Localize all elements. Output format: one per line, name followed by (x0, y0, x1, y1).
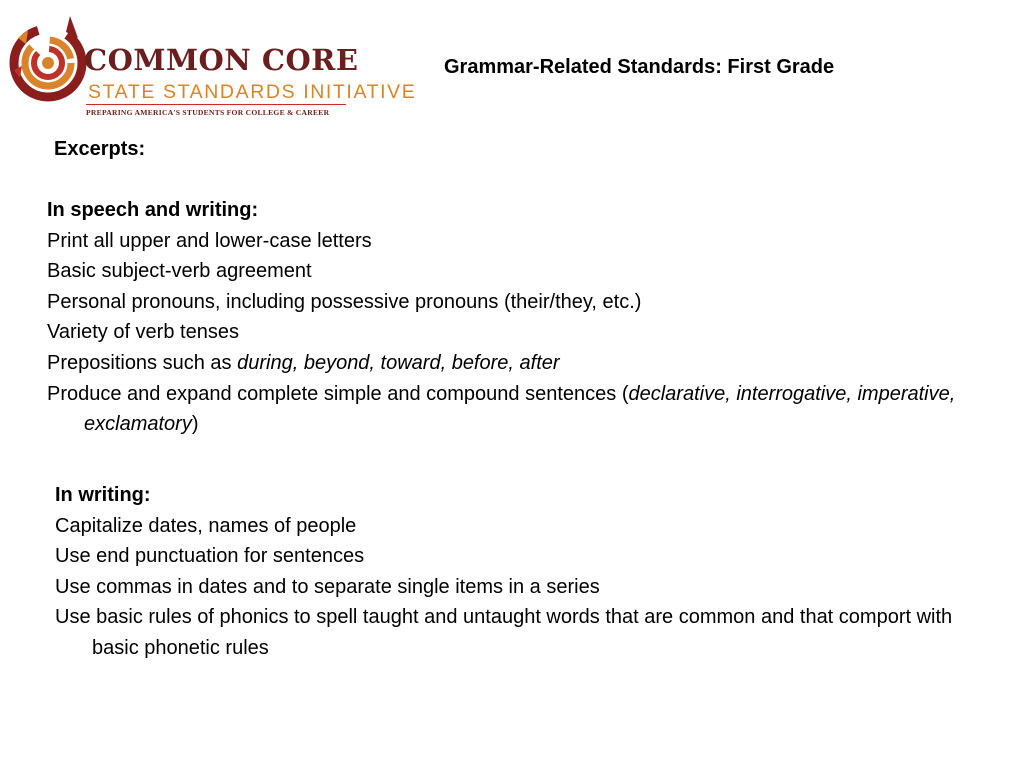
list-item: Variety of verb tenses (47, 321, 239, 344)
logo-divider (86, 104, 346, 105)
list-item: Use commas in dates and to separate single items in a series (55, 575, 600, 598)
sentences-prefix: Produce and expand complete simple and compound sentences ( (47, 382, 629, 405)
prepositions-item (47, 348, 984, 379)
writing-section (55, 480, 995, 664)
list-item: Capitalize dates, names of people (55, 514, 357, 537)
logo-tagline: PREPARING AMERICA'S STUDENTS FOR COLLEGE & CAREER (86, 108, 330, 117)
sentences-suffix: ) (191, 413, 199, 436)
speech-writing-heading: In speech and writing: (47, 199, 259, 221)
slide-title: Grammar-Related Standards: First Grade (444, 56, 835, 78)
list-item: Personal pronouns, including possessive pronouns (their/they, etc.) (47, 290, 642, 313)
logo-title: COMMON CORE (84, 43, 359, 77)
list-item: Use end punctuation for sentences (55, 545, 365, 568)
excerpts-label: Excerpts: (54, 138, 146, 160)
prepositions-prefix: Prepositions such as (47, 351, 238, 374)
common-core-logo (8, 8, 417, 120)
list-item: Basic subject-verb agreement (47, 260, 312, 283)
logo-subtitle: STATE STANDARDS INITIATIVE (88, 81, 417, 103)
sentences-item (47, 379, 984, 440)
list-item: Print all upper and lower-case letters (47, 229, 372, 252)
speech-writing-section (47, 195, 987, 440)
writing-heading: In writing: (55, 484, 151, 506)
list-item: Use basic rules of phonics to spell taught and untaught words that are common and that comport with basic phonetic rules (55, 606, 953, 659)
spiral-logo-icon (8, 8, 94, 114)
prepositions-examples: during, beyond, toward, before, after (237, 351, 560, 374)
sentence-types: declarative, interrogative, imperative, exclamatory (84, 382, 956, 436)
